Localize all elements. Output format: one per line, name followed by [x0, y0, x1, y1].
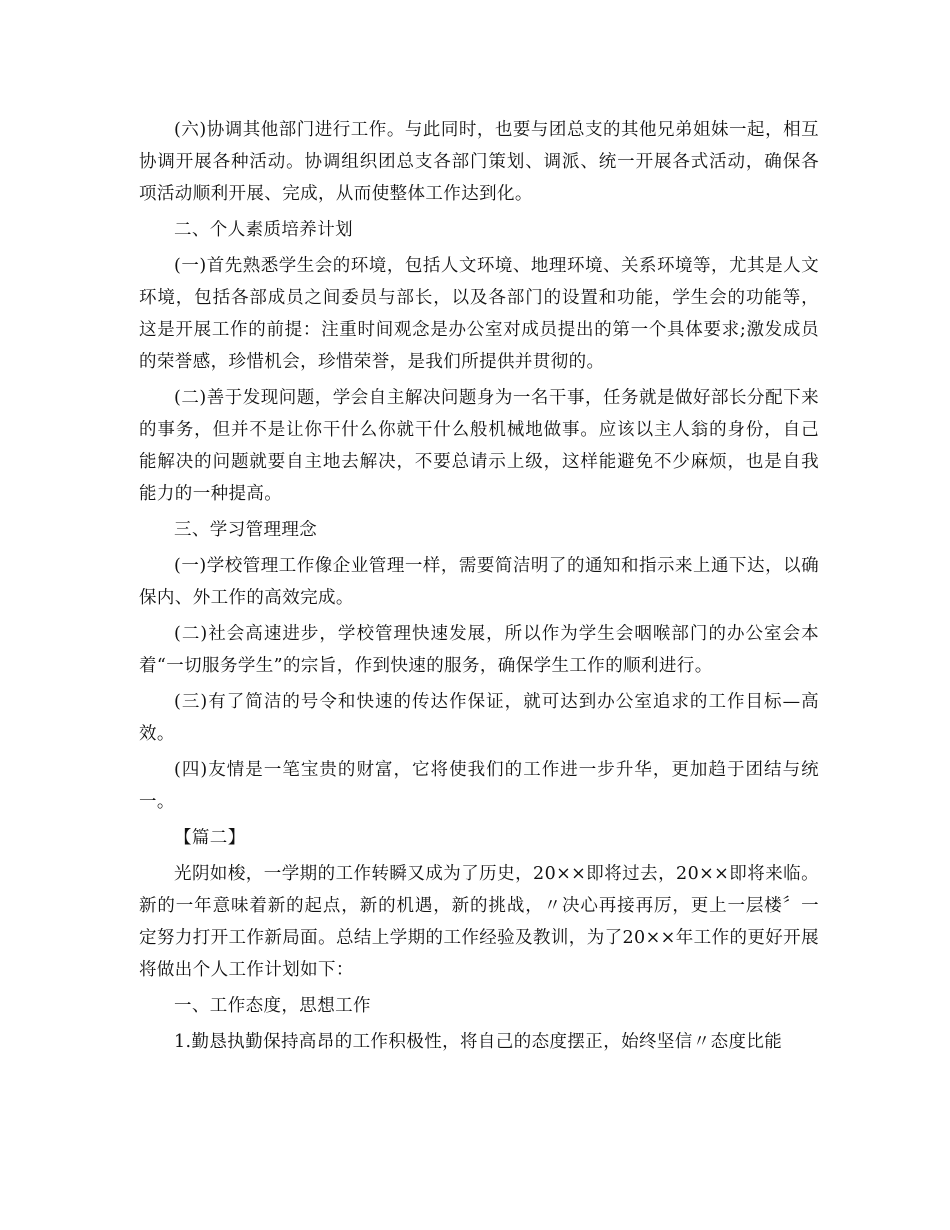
paragraph-friendship: (四)友情是一笔宝贵的财富，它将使我们的工作进一步升华，更加趋于团结与统一。 [139, 760, 819, 812]
paragraph-familiarize-environment: (一)首先熟悉学生会的环境，包括人文环境、地理环境、关系环境等，尤其是人文环境，包括各部成员之间委员与部长，以及各部门的设置和功能，学生会的功能等，这是开展工作的前提：注重时间观念是办公室对成员提出的第一个具体要求;激发成员的荣誉感，珍惜机会，珍惜荣誉，是我们所提供并贯彻的。 [139, 256, 819, 372]
paragraph-intro-new-year: 光阴如梭，一学期的工作转瞬又成为了历史，20××即将过去，20××即将来临。新的一年意味着新的起点，新的机遇，新的挑战，〃决心再接再厉，更上一层楼〞一定努力打开工作新局面。总结上学期的工作经验及教训，为了20××年工作的更好开展将做出个人工作计划如下： [139, 864, 819, 980]
paragraph-fast-service: (二)社会高速进步，学校管理快速发展，所以作为学生会咽喉部门的办公室会本着“一切服务学生”的宗旨，作到快速的服务，确保学生工作的顺利进行。 [139, 624, 819, 676]
section-heading-personal-quality: 二、个人素质培养计划 [174, 220, 353, 240]
paragraph-coordinate-departments: (六)协调其他部门进行工作。与此同时，也要与团总支的其他兄弟姐妹一起，相互协调开展各种活动。协调组织团总支各部门策划、调派、统一开展各式活动，确保各项活动顺利开展、完成，从而使整体工作达到化。 [139, 120, 819, 204]
paragraph-solve-problems: (二)善于发现问题，学会自主解决问题身为一名干事，任务就是做好部长分配下来的事务，但并不是让你干什么你就干什么般机械地做事。应该以主人翁的身份，自己能解决的问题就要自主地去解决，不要总请示上级，这样能避免不少麻烦，也是自我能力的一种提高。 [139, 388, 819, 504]
paragraph-concise-notices: (一)学校管理工作像企业管理一样，需要简洁明了的通知和指示来上通下达，以确保内、外工作的高效完成。 [139, 556, 819, 608]
document-body [139, 114, 819, 1062]
paragraph-diligent-duty: 1.勤恳执勤保持高昂的工作积极性，将自己的态度摆正，始终坚信〃态度比能 [174, 1032, 783, 1052]
section-heading-management-concept: 三、学习管理理念 [174, 520, 318, 540]
section-heading-work-attitude: 一、工作态度，思想工作 [174, 996, 371, 1016]
section-heading-part-two: 【篇二】 [174, 828, 246, 848]
paragraph-efficiency-goal: (三)有了简洁的号令和快速的传达作保证，就可达到办公室追求的工作目标—高效。 [139, 692, 819, 744]
